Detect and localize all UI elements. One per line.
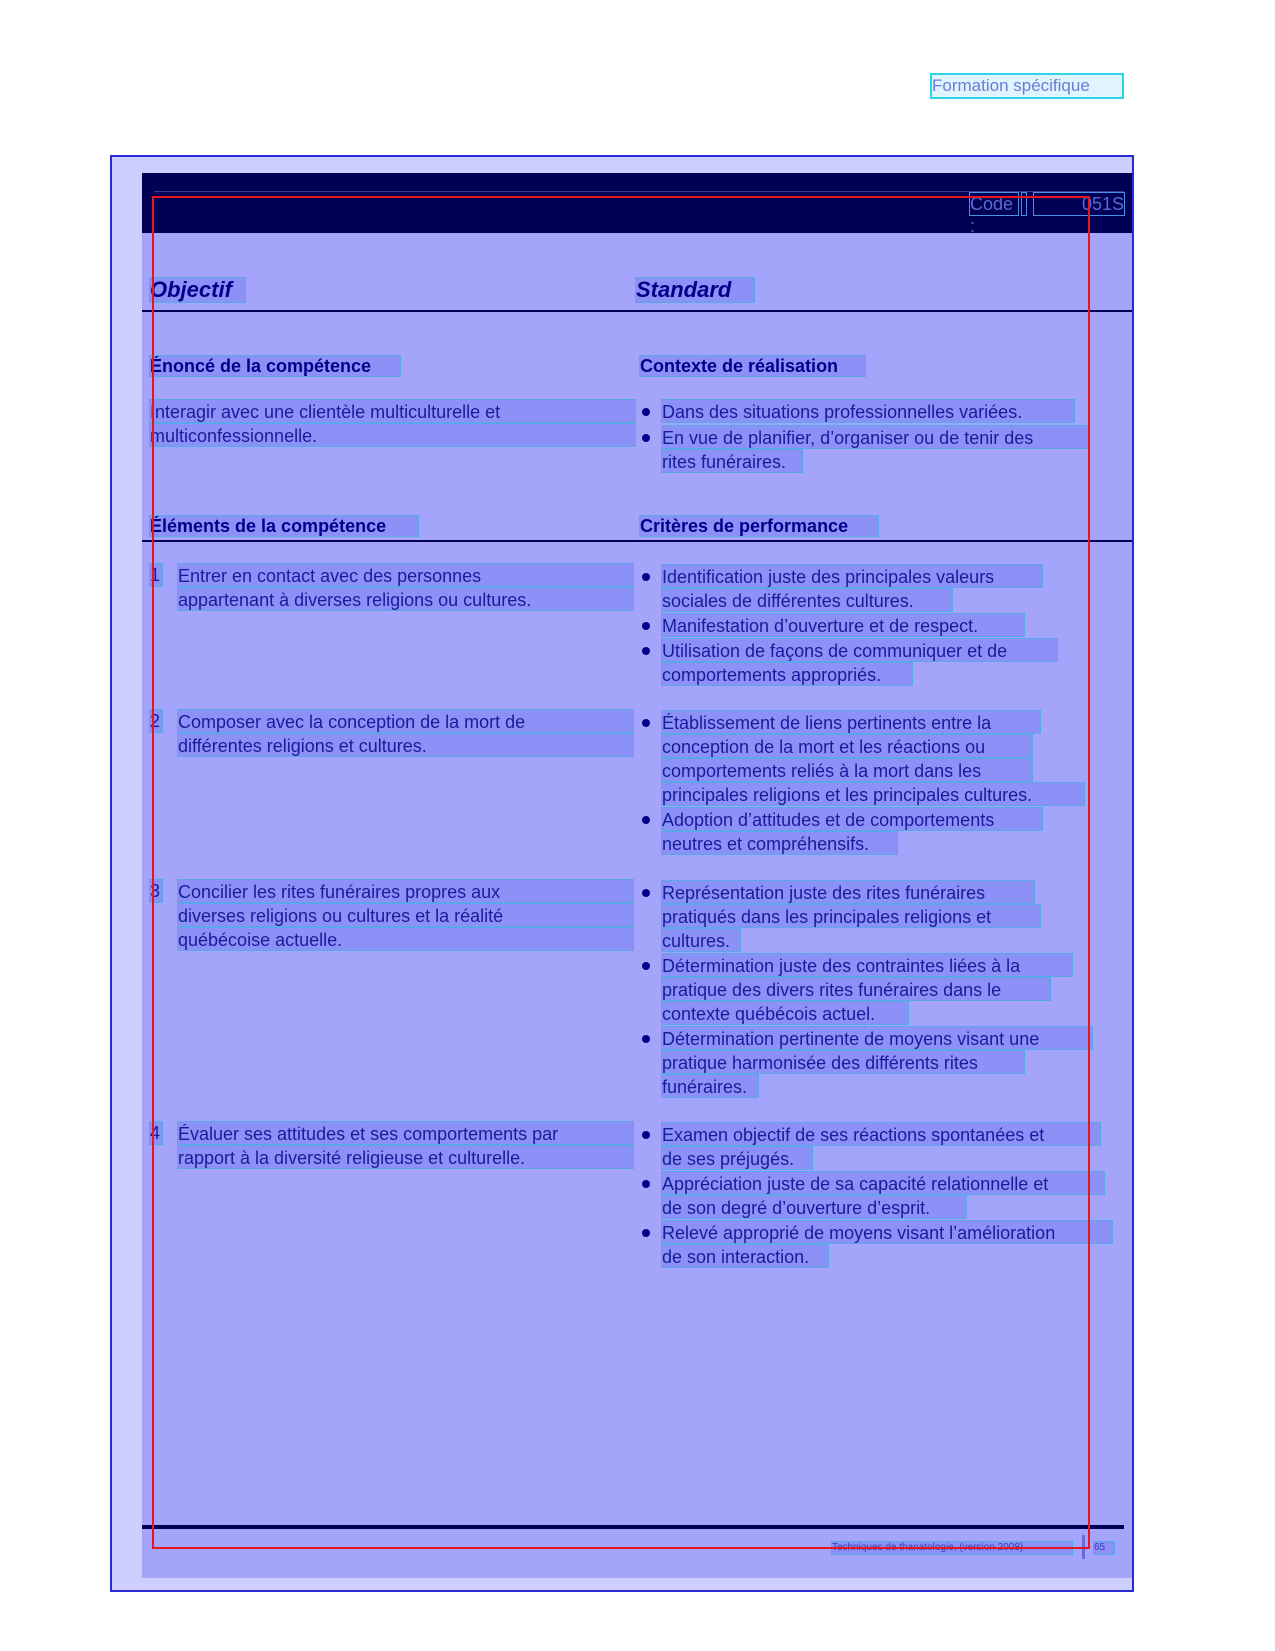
elements-title: Éléments de la compétence [150,516,418,536]
criterion [662,954,1072,1026]
contexte-title: Contexte de réalisation [640,356,865,376]
bullet-icon [642,889,650,897]
element-line: québécoise actuelle. [178,928,633,950]
criterion-line: comportements reliés à la mort dans les [662,759,1032,781]
divider-top [142,310,1132,312]
heading-standard: Standard [636,278,754,302]
criterion-line: pratique des divers rites funéraires dans le [662,978,1050,1000]
contexte-line: En vue de planifier, d’organiser ou de tenir des [662,426,1088,448]
header-note: Formation spécifique [932,75,1122,97]
bullet-icon [642,622,650,630]
criterion-line: pratiqués dans les principales religions et [662,905,1040,927]
bullet-icon [642,719,650,727]
criterion-line: Relevé approprié de moyens visant l’amélioration [662,1221,1112,1243]
enonce-line: Interagir avec une clientèle multiculturelle et [150,400,635,422]
criterion-line: neutres et compréhensifs. [662,832,897,854]
criterion-line: de son degré d’ouverture d’esprit. [662,1196,966,1218]
criterion-line: de son interaction. [662,1245,828,1267]
criterion-line: contexte québécois actuel. [662,1002,908,1024]
criterion-line: Détermination pertinente de moyens visant une [662,1027,1092,1049]
bullet-icon [642,1180,650,1188]
bullet-icon [642,1035,650,1043]
criterion-line: Représentation juste des rites funéraires [662,881,1034,903]
heading-objectif: Objectif [150,278,245,302]
enonce-title: Énoncé de la compétence [150,356,400,376]
bullet-icon [642,1229,650,1237]
element-number: 1 [150,565,161,585]
criterion-line: cultures. [662,929,740,951]
contexte-line: Dans des situations professionnelles variées. [662,400,1074,422]
element-line: différentes religions et cultures. [178,734,633,756]
criterion-line: Identification juste des principales valeurs [662,565,1042,587]
criterion [662,1172,1104,1220]
enonce-line: multiconfessionnelle. [150,424,635,446]
bullet-icon [642,1131,650,1139]
footer-text: Techniques de thanatologie, (version 2008) [832,1542,1072,1554]
bullet-icon [642,816,650,824]
code-value: 051S [1034,193,1124,215]
element-line: diverses religions ou cultures et la réalité [178,904,633,926]
page-number: 65 [1094,1542,1114,1554]
criterion-line: Utilisation de façons de communiquer et de [662,639,1057,661]
criterion-line: Adoption d’attitudes et de comportements [662,808,1042,830]
contexte-item [662,400,1074,424]
criterion-line: Manifestation d’ouverture et de respect. [662,614,1024,636]
contexte-item [662,426,1088,474]
bullet-icon [642,573,650,581]
bullet-icon [642,962,650,970]
element-number: 4 [150,1123,161,1143]
element-line: Concilier les rites funéraires propres aux [178,880,633,902]
criteres-title: Critères de performance [640,516,878,536]
criterion-line: Établissement de liens pertinents entre la [662,711,1040,733]
bullet-icon [642,647,650,655]
element-text [178,564,633,612]
criterion-line: pratique harmonisée des différents rites [662,1051,1024,1073]
criterion [662,711,1084,807]
competency-card [142,173,1132,1578]
element-line: appartenant à diverses religions ou cultures. [178,588,633,610]
code-separator [1022,193,1026,215]
criterion-line: principales religions et les principales cultures. [662,783,1084,805]
element-text [178,880,633,952]
criterion-line: de ses préjugés. [662,1147,812,1169]
criterion [662,881,1040,953]
criterion [662,614,1024,638]
criterion [662,1123,1100,1171]
contexte-line: rites funéraires. [662,450,802,472]
footer-separator [1082,1535,1085,1559]
criterion-line: Examen objectif de ses réactions spontanées et [662,1123,1100,1145]
criterion-line: Détermination juste des contraintes liées à la [662,954,1072,976]
bullet-icon [642,434,650,442]
code-bar [142,173,1132,236]
element-line: Entrer en contact avec des personnes [178,564,633,586]
bullet-icon [642,408,650,416]
enonce-text [150,400,635,448]
criterion [662,565,1042,613]
criterion-line: comportements appropriés. [662,663,912,685]
criterion-line: Appréciation juste de sa capacité relationnelle et [662,1172,1104,1194]
criterion-line: sociales de différentes cultures. [662,589,952,611]
element-number: 3 [150,881,161,901]
criterion [662,1027,1092,1099]
code-label: Code : [970,193,1018,215]
criterion-line: funéraires. [662,1075,758,1097]
element-line: rapport à la diversité religieuse et culturelle. [178,1146,633,1168]
element-line: Évaluer ses attitudes et ses comportements par [178,1122,633,1144]
element-text [178,1122,633,1170]
criterion [662,1221,1112,1269]
code-bar-rule [154,191,1124,192]
element-line: Composer avec la conception de la mort de [178,710,633,732]
footer-rule [142,1525,1124,1529]
divider-elements [142,540,1132,542]
criterion-line: conception de la mort et les réactions ou [662,735,1032,757]
element-text [178,710,633,758]
criterion [662,808,1042,856]
criterion [662,639,1057,687]
element-number: 2 [150,711,161,731]
